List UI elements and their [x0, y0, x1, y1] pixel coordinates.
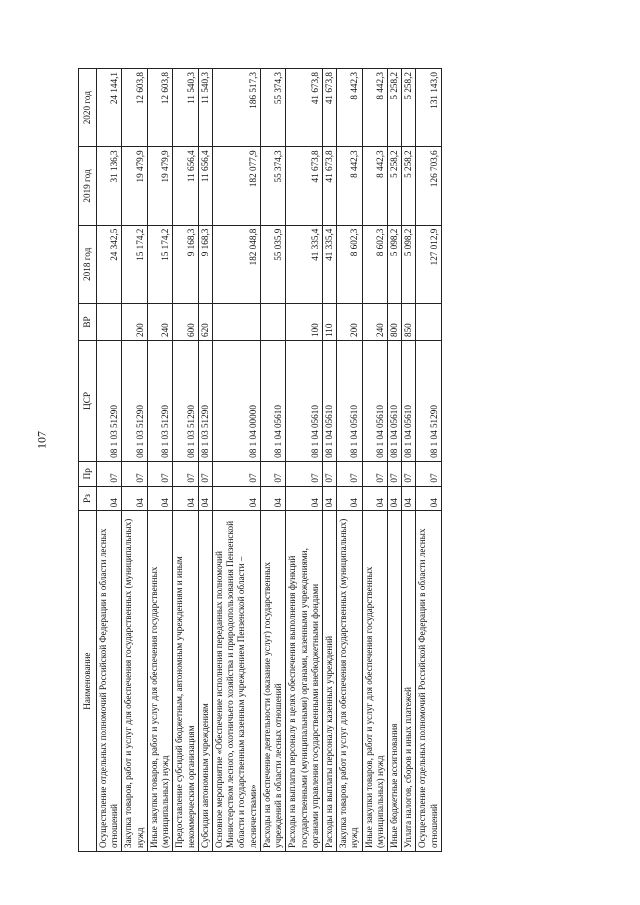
row-2019: 19 479,9 — [122, 147, 147, 225]
row-csr: 08 1 03 51290 — [97, 341, 122, 462]
row-2019: 5 258,2 — [388, 147, 402, 225]
row-csr: 08 1 04 05610 — [402, 341, 416, 462]
row-name: Осуществление отдельных полномочий Российской Федерации в области лесных отношений — [97, 511, 122, 852]
row-vr: 100 — [286, 303, 323, 340]
header-pr: Пр — [79, 461, 97, 486]
row-rz: 04 — [212, 486, 260, 511]
row-2020: 8 442,3 — [337, 69, 362, 147]
budget-table-container — [78, 68, 562, 852]
table-row — [97, 69, 122, 852]
row-2018: 5 098,2 — [388, 225, 402, 303]
row-2020: 11 540,3 — [173, 69, 198, 147]
row-name: Расходы на выплаты персоналу казенных учреждений — [322, 511, 336, 852]
row-2020: 41 673,8 — [322, 69, 336, 147]
row-name: Иные закупки товаров, работ и услуг для обеспечения государственных (муниципальных) нужд — [147, 511, 172, 852]
row-vr: 240 — [362, 303, 387, 340]
header-csr: ЦСР — [79, 341, 97, 462]
row-csr: 08 1 04 05610 — [286, 341, 323, 462]
row-rz: 04 — [147, 486, 172, 511]
row-2018: 24 342,5 — [97, 225, 122, 303]
row-2018: 41 335,4 — [322, 225, 336, 303]
row-2019: 5 258,2 — [402, 147, 416, 225]
row-pr: 07 — [286, 461, 323, 486]
row-pr: 07 — [362, 461, 387, 486]
row-csr: 08 1 04 05610 — [388, 341, 402, 462]
row-pr: 07 — [147, 461, 172, 486]
row-2019: 11 656,4 — [173, 147, 198, 225]
row-name: Закупка товаров, работ и услуг для обеспечения государственных (муниципальных) нужд — [122, 511, 147, 852]
row-pr: 07 — [402, 461, 416, 486]
table-row — [416, 69, 441, 852]
row-csr: 08 1 04 00000 — [212, 341, 260, 462]
table-row — [198, 69, 212, 852]
row-name: Осуществление отдельных полномочий Российской Федерации в области лесных отношений — [416, 511, 441, 852]
header-rz: Рз — [79, 486, 97, 511]
row-2020: 41 673,8 — [286, 69, 323, 147]
row-name: Субсидии автономным учреждениям — [198, 511, 212, 852]
header-2019: 2019 год — [79, 147, 97, 225]
row-vr — [260, 303, 285, 340]
row-vr: 110 — [322, 303, 336, 340]
row-rz: 04 — [286, 486, 323, 511]
header-vr: ВР — [79, 303, 97, 340]
table-row — [260, 69, 285, 852]
row-2018: 5 098,2 — [402, 225, 416, 303]
row-2018: 182 048,8 — [212, 225, 260, 303]
row-2020: 131 143,0 — [416, 69, 441, 147]
row-vr: 850 — [402, 303, 416, 340]
table-row — [402, 69, 416, 852]
row-name: Иные закупки товаров, работ и услуг для обеспечения государственных (муниципальных) нужд — [362, 511, 387, 852]
row-vr — [416, 303, 441, 340]
row-2019: 41 673,8 — [322, 147, 336, 225]
header-name: Наименование — [79, 511, 97, 852]
header-2020: 2020 год — [79, 69, 97, 147]
row-pr: 07 — [416, 461, 441, 486]
row-2020: 186 517,3 — [212, 69, 260, 147]
row-name: Расходы на обеспечение деятельности (оказание услуг) государственных учреждений в области лесных отношений — [260, 511, 285, 852]
table-header-row — [79, 69, 97, 852]
row-pr: 07 — [260, 461, 285, 486]
row-csr: 08 1 03 51290 — [122, 341, 147, 462]
row-2020: 11 540,3 — [198, 69, 212, 147]
row-rz: 04 — [362, 486, 387, 511]
table-row — [322, 69, 336, 852]
row-pr: 07 — [198, 461, 212, 486]
row-vr: 800 — [388, 303, 402, 340]
row-vr: 240 — [147, 303, 172, 340]
row-pr: 07 — [388, 461, 402, 486]
row-2018: 55 035,9 — [260, 225, 285, 303]
row-rz: 04 — [388, 486, 402, 511]
row-2018: 9 168,3 — [198, 225, 212, 303]
table-row — [362, 69, 387, 852]
row-2019: 11 656,4 — [198, 147, 212, 225]
row-csr: 08 1 03 51290 — [173, 341, 198, 462]
row-2018: 41 335,4 — [286, 225, 323, 303]
row-2020: 5 258,2 — [388, 69, 402, 147]
row-vr: 200 — [337, 303, 362, 340]
budget-table — [78, 68, 442, 852]
row-2018: 15 174,2 — [147, 225, 172, 303]
row-2020: 55 374,3 — [260, 69, 285, 147]
row-2018: 8 602,3 — [362, 225, 387, 303]
row-pr: 07 — [322, 461, 336, 486]
row-rz: 04 — [122, 486, 147, 511]
row-name: Предоставление субсидий бюджетным, автономным учреждениям и иным некоммерческим организациям — [173, 511, 198, 852]
row-2019: 8 442,3 — [337, 147, 362, 225]
row-vr: 600 — [173, 303, 198, 340]
row-csr: 08 1 04 05610 — [260, 341, 285, 462]
row-csr: 08 1 04 05610 — [337, 341, 362, 462]
row-rz: 04 — [260, 486, 285, 511]
row-rz: 04 — [198, 486, 212, 511]
table-body — [97, 69, 442, 852]
row-rz: 04 — [322, 486, 336, 511]
header-2018: 2018 год — [79, 225, 97, 303]
row-vr — [97, 303, 122, 340]
row-name: Закупка товаров, работ и услуг для обеспечения государственных (муниципальных) нужд — [337, 511, 362, 852]
table-row — [173, 69, 198, 852]
row-csr: 08 1 04 05610 — [322, 341, 336, 462]
row-rz: 04 — [97, 486, 122, 511]
row-vr — [212, 303, 260, 340]
row-2019: 182 077,9 — [212, 147, 260, 225]
row-rz: 04 — [416, 486, 441, 511]
table-row — [337, 69, 362, 852]
row-name: Расходы на выплаты персоналу в целях обеспечения выполнения функций государственными (муниципальными) органами, казенными учреждениями, органами управления государственными внебюджетными фондами — [286, 511, 323, 852]
row-2020: 12 603,8 — [122, 69, 147, 147]
row-2020: 8 442,3 — [362, 69, 387, 147]
row-rz: 04 — [173, 486, 198, 511]
row-csr: 08 1 04 05610 — [362, 341, 387, 462]
row-pr: 07 — [212, 461, 260, 486]
table-row — [388, 69, 402, 852]
page-number: 107 — [34, 431, 49, 449]
row-2018: 15 174,2 — [122, 225, 147, 303]
row-vr: 200 — [122, 303, 147, 340]
row-2020: 5 258,2 — [402, 69, 416, 147]
row-pr: 07 — [122, 461, 147, 486]
row-2020: 12 603,8 — [147, 69, 172, 147]
row-csr: 08 1 03 51290 — [198, 341, 212, 462]
row-csr: 08 1 03 51290 — [147, 341, 172, 462]
row-rz: 04 — [337, 486, 362, 511]
row-csr: 08 1 04 51290 — [416, 341, 441, 462]
row-2018: 8 602,3 — [337, 225, 362, 303]
row-2019: 126 703,6 — [416, 147, 441, 225]
row-2019: 8 442,3 — [362, 147, 387, 225]
row-vr: 620 — [198, 303, 212, 340]
row-2019: 55 374,3 — [260, 147, 285, 225]
row-pr: 07 — [173, 461, 198, 486]
row-2018: 9 168,3 — [173, 225, 198, 303]
row-name: Основное мероприятие «Обеспечение исполнения переданных полномочий Министерством лесного, охотничьего хозяйства и природопользования Пензенской области и государственным казенным учреждением Пензенской области – лесничествами» — [212, 511, 260, 852]
row-name: Иные бюджетные ассигнования — [388, 511, 402, 852]
row-pr: 07 — [337, 461, 362, 486]
row-pr: 07 — [97, 461, 122, 486]
table-row — [286, 69, 323, 852]
table-row — [147, 69, 172, 852]
row-2019: 41 673,8 — [286, 147, 323, 225]
row-2019: 31 136,3 — [97, 147, 122, 225]
row-2018: 127 012,9 — [416, 225, 441, 303]
row-name: Уплата налогов, сборов и иных платежей — [402, 511, 416, 852]
row-rz: 04 — [402, 486, 416, 511]
row-2020: 24 144,1 — [97, 69, 122, 147]
table-row — [122, 69, 147, 852]
row-2019: 19 479,9 — [147, 147, 172, 225]
table-row — [212, 69, 260, 852]
